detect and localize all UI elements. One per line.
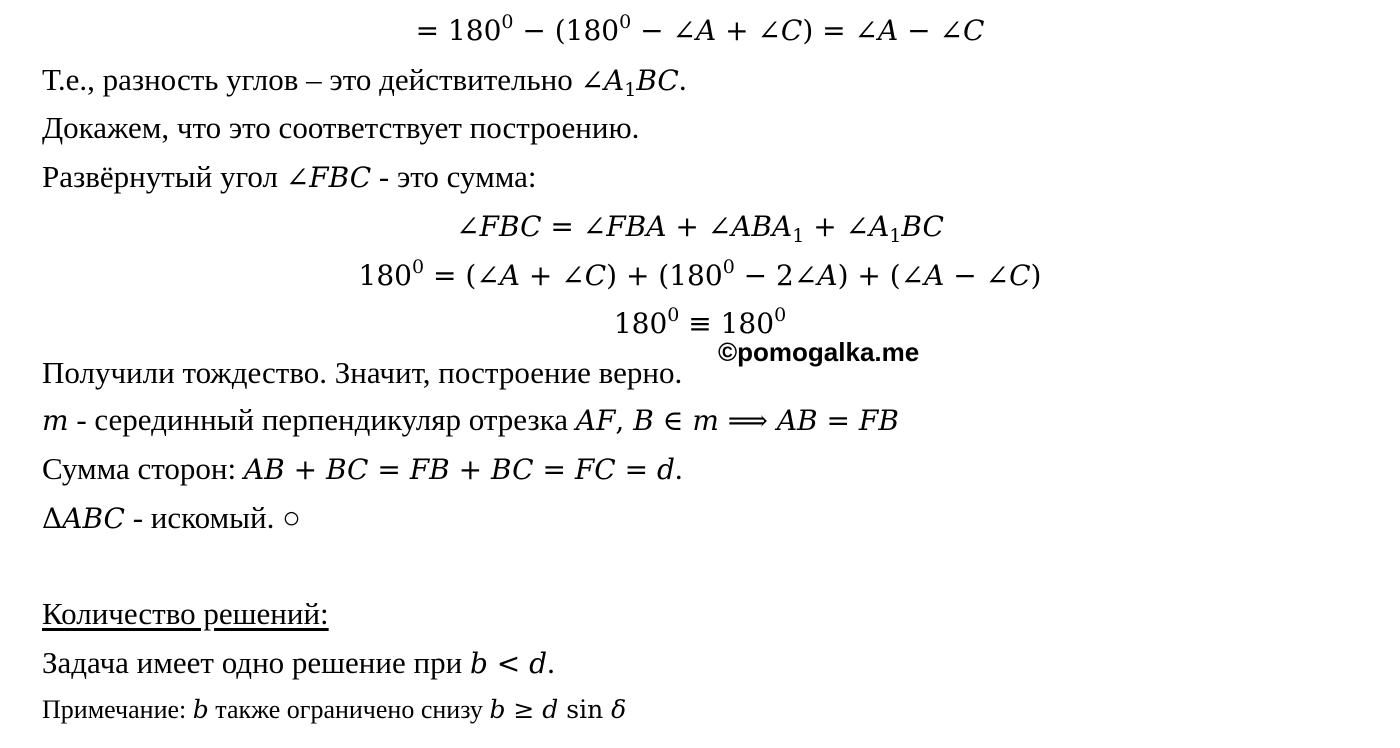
equation-degree-sum <box>0 255 1400 296</box>
eq2-variable: BC <box>901 210 944 243</box>
line7-text: - искомый. ○ <box>124 500 301 535</box>
note-variable: d <box>542 695 559 724</box>
line5-variable: AB <box>776 404 818 437</box>
line5-part: = <box>817 404 859 437</box>
line6-variable: AB <box>243 453 285 486</box>
line5-variable: m <box>42 404 69 437</box>
eq3-part: − ∠ <box>944 259 1010 292</box>
equation-angle-sum <box>0 206 1400 247</box>
line5-variable: AF <box>575 404 616 437</box>
watermark-label: ©pomogalka.me <box>718 337 920 367</box>
text-line-identity-result <box>42 353 682 393</box>
line1-subscript: 1 <box>624 79 637 101</box>
line1-variable: BC <box>636 64 679 97</box>
text-line-perpendicular <box>42 400 899 441</box>
eq1-part: − ∠ <box>898 14 963 47</box>
eq3-part: + ∠ <box>519 259 585 292</box>
eq1-superscript: 0 <box>619 11 632 33</box>
eq1-part: − (180 <box>513 14 620 47</box>
eq1-part: ) = ∠ <box>802 14 879 47</box>
line5-part: ⟹ <box>718 404 777 437</box>
line1-dot: . <box>678 62 687 97</box>
line5-variable: B <box>633 404 654 437</box>
eq1-variable: A <box>878 14 899 47</box>
eq2-variable: ABA <box>731 210 793 243</box>
line5-text: - серединный перпендикуляр отрезка <box>68 402 576 437</box>
line6-part: + <box>449 453 492 486</box>
line4-text: Получили тождество. Значит, построение верно. <box>42 355 683 390</box>
line5-variable: FB <box>858 404 899 437</box>
line3-text: - это сумма: <box>371 159 537 194</box>
line8-variable: d <box>529 647 548 680</box>
line6-variable: FC <box>574 453 616 486</box>
eq1-variable: C <box>780 14 803 47</box>
eq2-subscript: 1 <box>792 225 805 247</box>
note-variable: δ <box>611 695 627 724</box>
eq2-part: + ∠ <box>666 210 732 243</box>
line5-part: ∈ <box>653 404 693 437</box>
eq1-part: + ∠ <box>716 14 781 47</box>
line6-part: + <box>284 453 326 486</box>
line6-variable: d <box>656 453 675 486</box>
eq2-variable: A <box>869 210 890 243</box>
note-text: также ограничено снизу <box>208 695 490 724</box>
note-label: Примечание: <box>42 695 193 724</box>
eq3-part: = (∠ <box>424 259 500 292</box>
note-variable: b <box>489 695 506 724</box>
eq4-superscript: 0 <box>667 304 680 326</box>
line6-part: = <box>368 453 410 486</box>
eq3-superscript: 0 <box>411 256 425 278</box>
eq3-part: 180 <box>358 259 412 292</box>
eq4-part: 180 <box>613 307 668 340</box>
line6-part: = <box>615 453 657 486</box>
eq2-part: = ∠ <box>541 210 607 243</box>
eq1-part: − ∠ <box>631 14 696 47</box>
line6-part: = <box>533 453 575 486</box>
eq2-variable: FBC <box>479 210 542 243</box>
eq3-variable: A <box>817 259 838 292</box>
eq1-part: = 180 <box>415 14 502 47</box>
line2-text: Докажем, что это соответствует построению. <box>42 110 640 145</box>
line6-text: Сумма сторон: <box>42 451 244 486</box>
angle-symbol: ∠ <box>580 64 604 97</box>
line7-variable: ABC <box>62 502 125 535</box>
eq3-variable: C <box>1009 259 1031 292</box>
text-line-one-solution <box>42 643 555 684</box>
eq4-part: ≡ 180 <box>679 307 775 340</box>
line8-text: Задача имеет одно решение при <box>42 645 470 680</box>
eq3-superscript: 0 <box>722 256 735 278</box>
text-line-triangle-result <box>42 498 301 539</box>
note-part: ≥ <box>505 695 543 724</box>
eq2-subscript: 1 <box>889 225 902 247</box>
eq1-variable: C <box>962 14 985 47</box>
note-line <box>42 693 626 727</box>
eq4-superscript: 0 <box>774 304 787 326</box>
line6-variable: BC <box>325 453 369 486</box>
line3-text: Развёрнутый угол <box>42 159 286 194</box>
eq2-part: ∠ <box>456 210 480 243</box>
equation-identity <box>0 303 1400 344</box>
eq1-superscript: 0 <box>501 11 514 33</box>
line5-part: , <box>615 404 634 437</box>
eq3-variable: A <box>924 259 945 292</box>
line8-part: < <box>487 647 530 680</box>
eq1-variable: A <box>695 14 717 47</box>
eq2-part: + ∠ <box>804 210 870 243</box>
angle-symbol: ∠ <box>285 161 310 194</box>
note-part: sin <box>558 695 612 724</box>
eq3-variable: C <box>584 259 607 292</box>
line8-variable: b <box>469 647 488 680</box>
note-variable: b <box>192 695 209 724</box>
text-line-angle-difference <box>42 60 687 101</box>
line6-variable: FB <box>409 453 450 486</box>
eq3-variable: A <box>499 259 520 292</box>
eq3-part: − 2∠ <box>734 259 818 292</box>
line6-dot: . <box>674 451 683 486</box>
delta-symbol: Δ <box>42 502 63 535</box>
text-line-straight-angle <box>42 157 536 198</box>
line1-text: Т.е., разность углов – это действительно <box>42 62 581 97</box>
eq3-part: ) <box>1030 259 1042 292</box>
section-heading-solutions: Количество решений: <box>42 596 329 631</box>
line6-variable: BC <box>491 453 534 486</box>
line8-dot: . <box>547 645 555 680</box>
text-line-sides-sum <box>42 449 683 490</box>
line1-variable: A <box>603 64 625 97</box>
line5-variable: m <box>692 404 719 437</box>
equation-angle-difference <box>0 10 1400 51</box>
eq3-part: ) + (∠ <box>837 259 925 292</box>
eq2-variable: FBA <box>606 210 667 243</box>
line3-variable: FBC <box>309 161 372 194</box>
text-line-prove <box>42 108 639 148</box>
eq3-part: ) + (180 <box>606 259 723 292</box>
